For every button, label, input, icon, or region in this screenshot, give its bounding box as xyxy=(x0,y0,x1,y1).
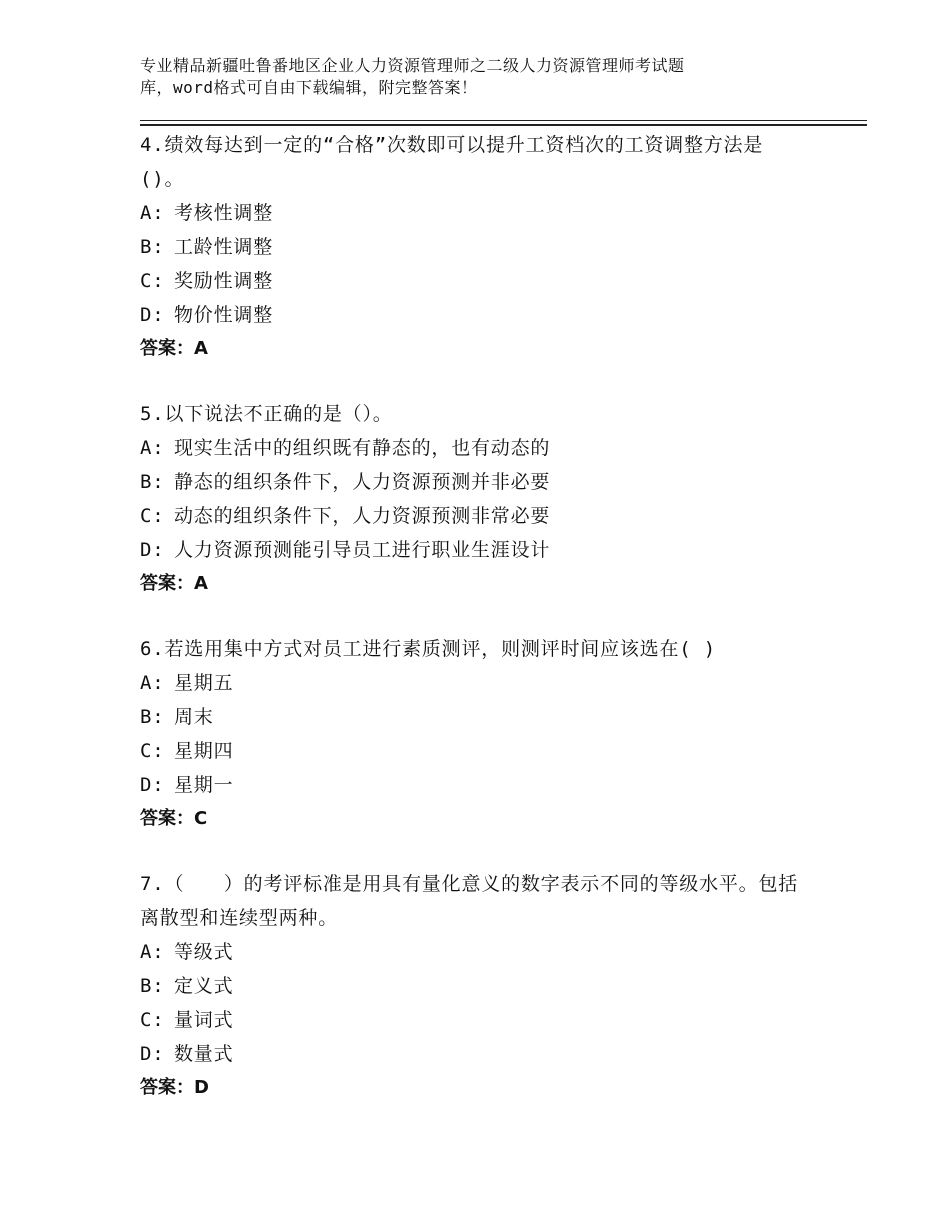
option-text: 等级式 xyxy=(174,941,234,963)
option-c xyxy=(140,499,800,533)
option-d xyxy=(140,298,800,332)
option-text: 数量式 xyxy=(174,1043,234,1065)
option-text: 静态的组织条件下，人力资源预测并非必要 xyxy=(174,471,551,493)
option-a xyxy=(140,431,800,465)
header-line-2: 库，word格式可自由下载编辑，附完整答案！ xyxy=(140,78,478,97)
answer: 答案：D xyxy=(140,1077,209,1098)
option-a xyxy=(140,935,800,969)
option-d xyxy=(140,1037,800,1071)
option-text: 周末 xyxy=(174,706,214,728)
option-label: C: xyxy=(140,740,165,762)
option-label: D: xyxy=(140,539,165,561)
option-text: 星期四 xyxy=(174,740,234,762)
option-label: D: xyxy=(140,774,165,796)
question-5 xyxy=(140,397,800,601)
option-text: 工龄性调整 xyxy=(174,236,274,258)
option-c xyxy=(140,264,800,298)
option-b xyxy=(140,230,800,264)
option-label: A: xyxy=(140,437,165,459)
question-6 xyxy=(140,632,800,836)
option-b xyxy=(140,700,800,734)
option-text: 星期五 xyxy=(174,672,234,694)
header-line-1: 专业精品新疆吐鲁番地区企业人力资源管理师之二级人力资源管理师考试题 xyxy=(140,56,685,75)
document-header xyxy=(140,55,780,99)
option-text: 定义式 xyxy=(174,975,234,997)
question-stem: 6.若选用集中方式对员工进行素质测评，则测评时间应该选在( ) xyxy=(140,638,716,660)
option-text: 物价性调整 xyxy=(174,304,274,326)
option-label: D: xyxy=(140,304,165,326)
option-text: 星期一 xyxy=(174,774,234,796)
option-label: B: xyxy=(140,975,165,997)
question-stem: 5.以下说法不正确的是（）。 xyxy=(140,403,393,425)
option-label: B: xyxy=(140,471,165,493)
option-label: C: xyxy=(140,270,165,292)
option-b xyxy=(140,969,800,1003)
option-a xyxy=(140,196,800,230)
answer: 答案：A xyxy=(140,573,208,594)
option-label: B: xyxy=(140,706,165,728)
answer: 答案：C xyxy=(140,808,208,829)
option-label: B: xyxy=(140,236,165,258)
option-label: A: xyxy=(140,941,165,963)
option-d xyxy=(140,768,800,802)
question-list xyxy=(140,128,800,1136)
option-text: 量词式 xyxy=(174,1009,234,1031)
option-label: A: xyxy=(140,672,165,694)
option-d xyxy=(140,533,800,567)
header-divider-thin xyxy=(140,120,867,121)
option-b xyxy=(140,465,800,499)
option-a xyxy=(140,666,800,700)
option-label: C: xyxy=(140,1009,165,1031)
question-stem: 7.（ ）的考评标准是用具有量化意义的数字表示不同的等级水平。包括离散型和连续型两种。 xyxy=(140,873,799,929)
answer: 答案：A xyxy=(140,338,208,359)
option-label: D: xyxy=(140,1043,165,1065)
option-text: 人力资源预测能引导员工进行职业生涯设计 xyxy=(174,539,551,561)
question-4 xyxy=(140,128,800,366)
question-7 xyxy=(140,867,800,1105)
option-c xyxy=(140,734,800,768)
header-divider-thick xyxy=(140,124,867,126)
option-text: 动态的组织条件下，人力资源预测非常必要 xyxy=(174,505,551,527)
option-c xyxy=(140,1003,800,1037)
option-label: C: xyxy=(140,505,165,527)
option-text: 奖励性调整 xyxy=(174,270,274,292)
option-text: 现实生活中的组织既有静态的，也有动态的 xyxy=(174,437,551,459)
question-stem: 4.绩效每达到一定的“合格”次数即可以提升工资档次的工资调整方法是()。 xyxy=(140,134,764,190)
option-text: 考核性调整 xyxy=(174,202,274,224)
option-label: A: xyxy=(140,202,165,224)
